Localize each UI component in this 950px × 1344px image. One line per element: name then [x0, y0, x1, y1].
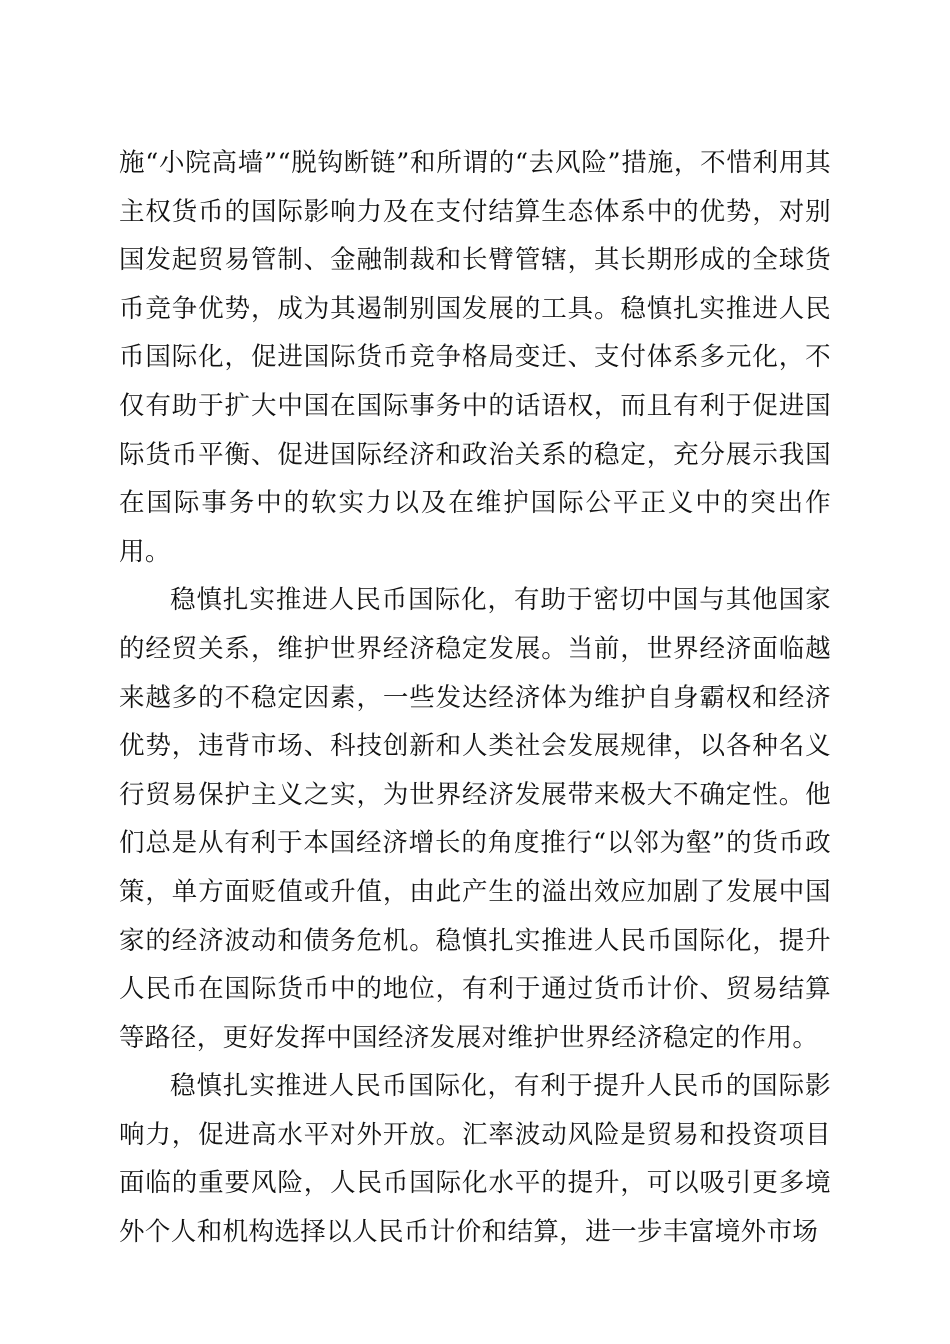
article-body	[119, 139, 831, 1257]
paragraph-international-influence: 稳慎扎实推进人民币国际化，有利于提升人民币的国际影响力，促进高水平对外开放。汇率波动风险是贸易和投资项目面临的重要风险，人民币国际化水平的提升，可以吸引更多境外个人和机构选择以人民币计价和结算，进一步丰富境外市场	[119, 1071, 831, 1248]
paragraph-continuation: 施“小院高墙”“脱钩断链”和所谓的“去风险”措施，不惜利用其主权货币的国际影响力及在支付结算生态体系中的优势，对别国发起贸易管制、金融制裁和长臂管辖，其长期形成的全球货币竞争优势，成为其遏制别国发展的工具。稳慎扎实推进人民币国际化，促进国际货币竞争格局变迁、支付体系多元化，不仅有助于扩大中国在国际事务中的话语权，而且有利于促进国际货币平衡、促进国际经济和政治关系的稳定，充分展示我国在国际事务中的软实力以及在维护国际公平正义中的突出作用。	[119, 148, 831, 567]
paragraph-economic-stability: 稳慎扎实推进人民币国际化，有助于密切中国与其他国家的经贸关系，维护世界经济稳定发展。当前，世界经济面临越来越多的不稳定因素，一些发达经济体为维护自身霸权和经济优势，违背市场、科技创新和人类社会发展规律，以各种名义行贸易保护主义之实，为世界经济发展带来极大不确定性。他们总是从有利于本国经济增长的角度推行“以邻为壑”的货币政策，单方面贬值或升值，由此产生的溢出效应加剧了发展中国家的经济波动和债务危机。稳慎扎实推进人民币国际化，提升人民币在国际货币中的地位，有利于通过货币计价、贸易结算等路径，更好发挥中国经济发展对维护世界经济稳定的作用。	[119, 585, 831, 1053]
